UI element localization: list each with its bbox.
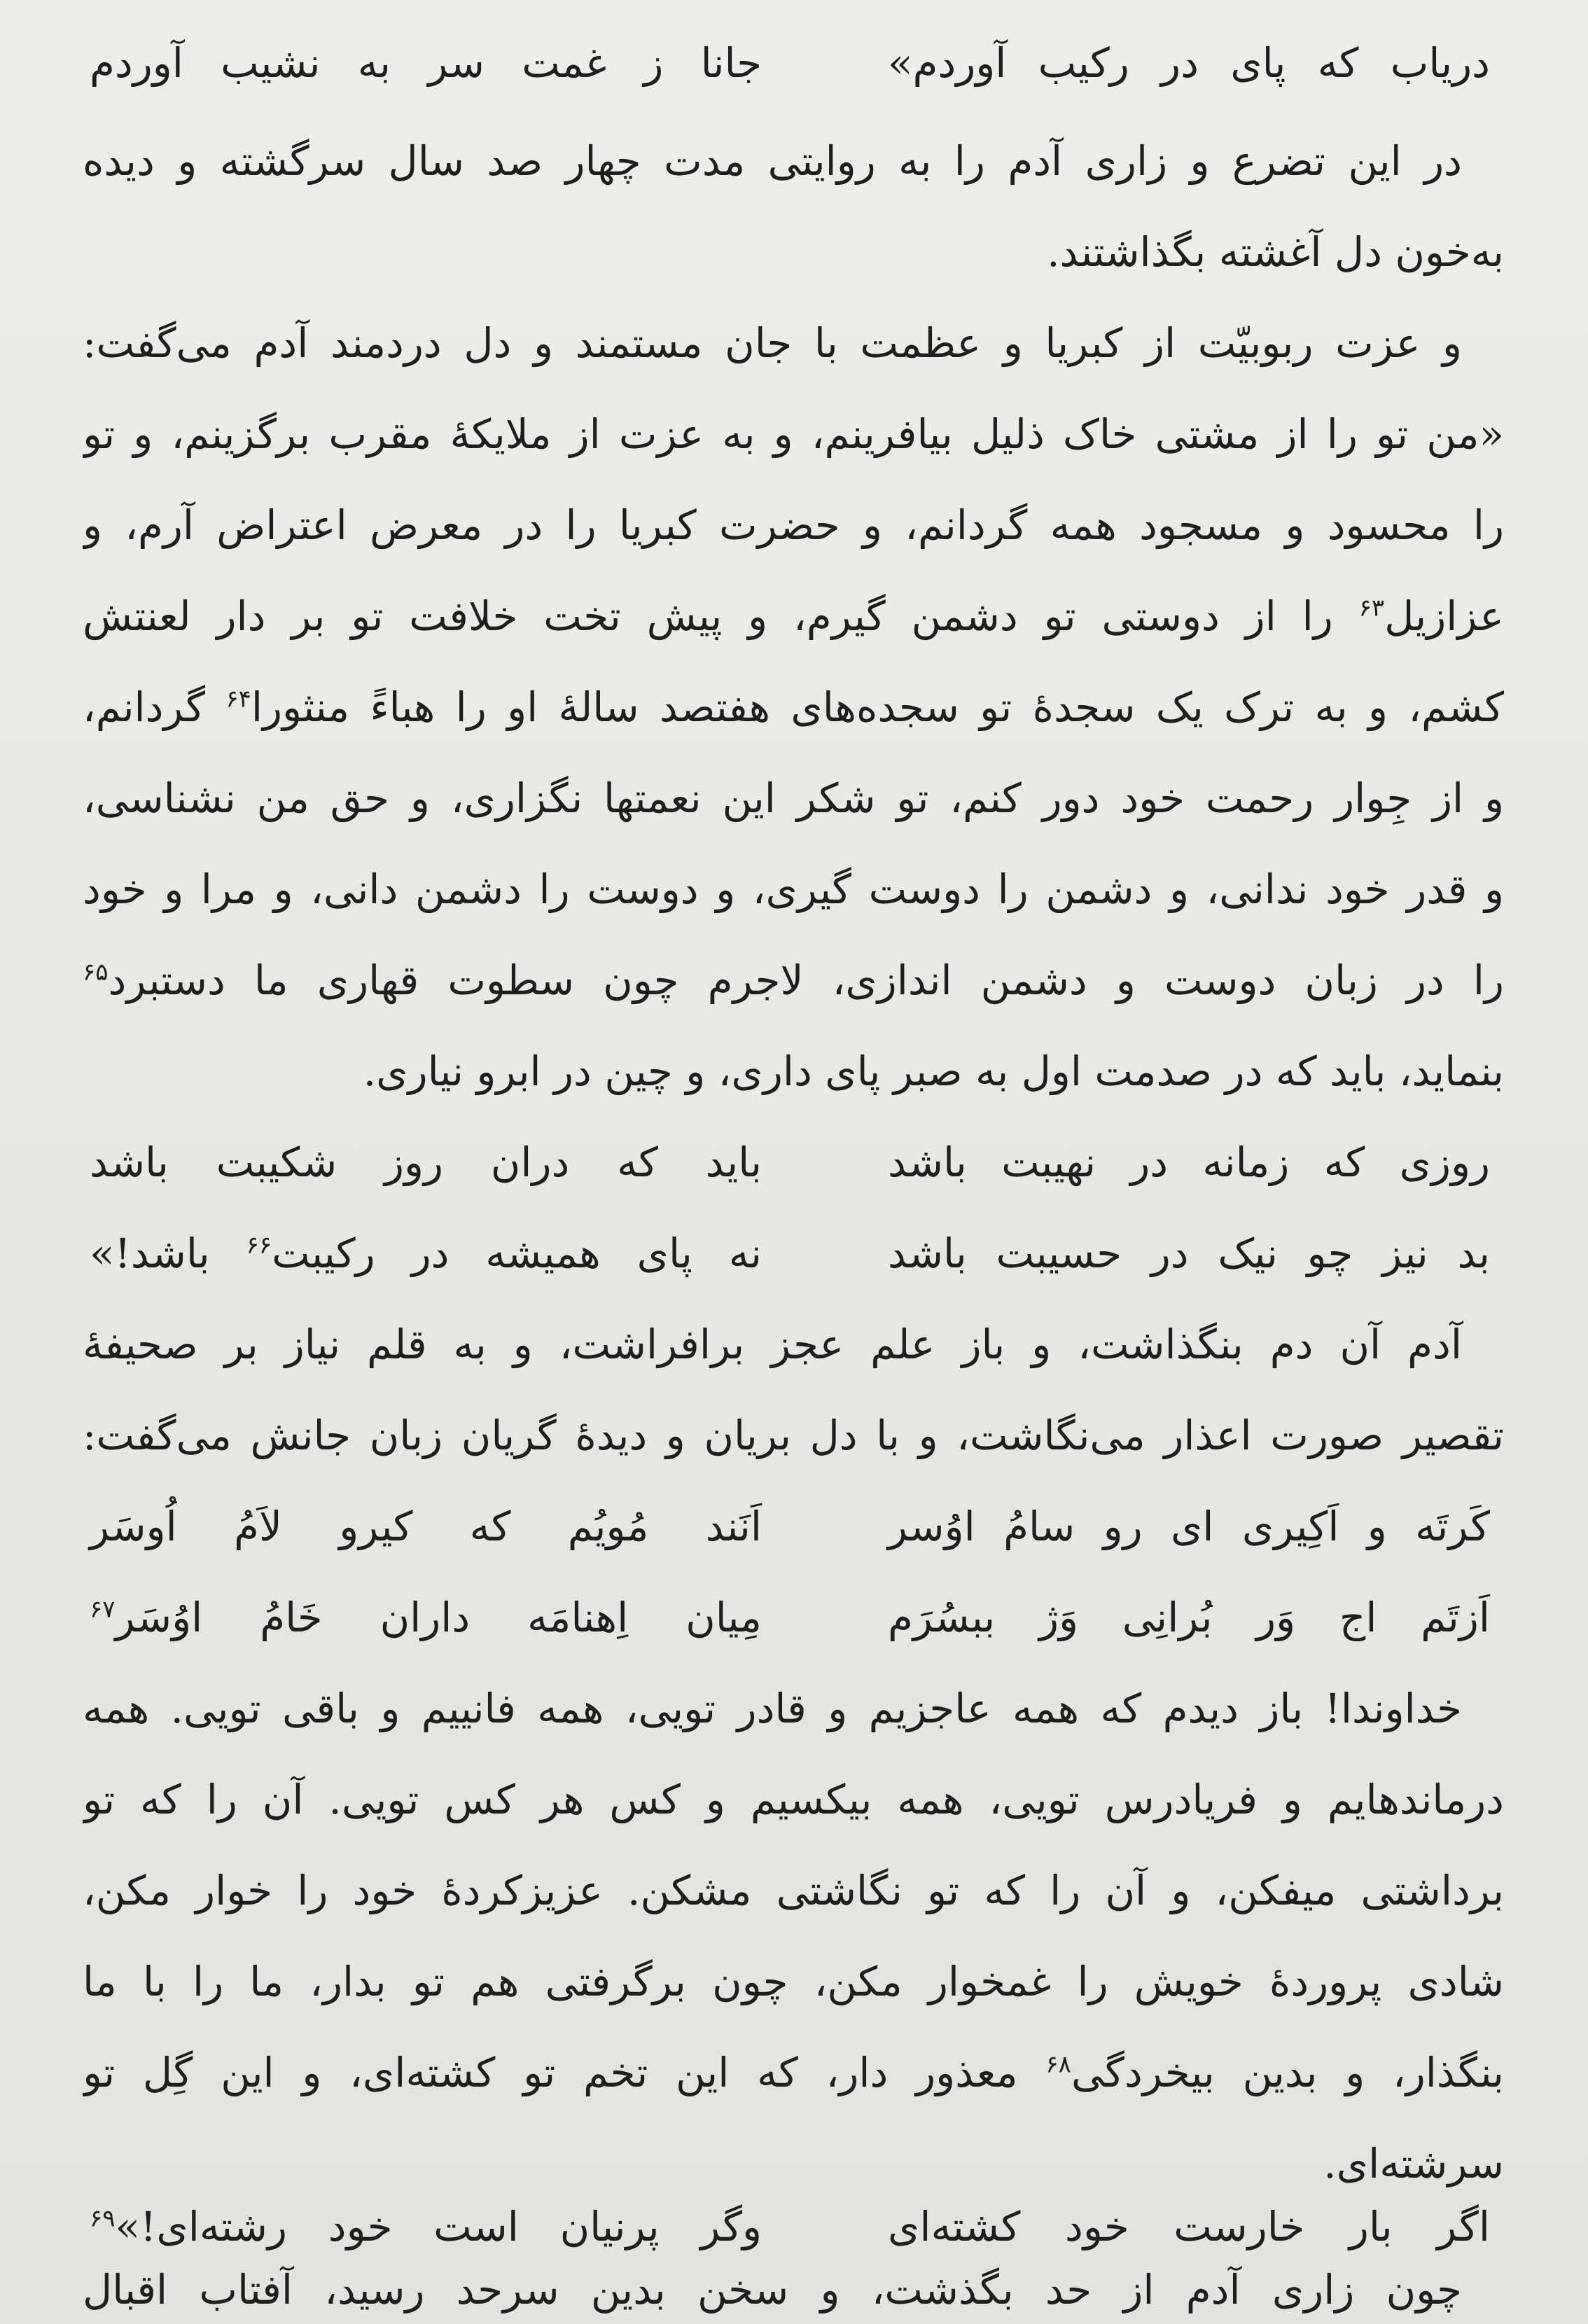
text-line: خداوندا! باز دیدم که همه عاجزیم و قادر تویی، همه فانییم و باقی تویی. همه — [83, 1685, 1462, 1732]
text-line: بنماید، باید که در صدمت اول به صبر پای داری، و چین در ابرو نیاری. — [363, 1048, 1504, 1095]
text-segment: نه پای همیشه در رکیبت — [272, 1230, 762, 1277]
text-line — [83, 574, 1504, 672]
text-line: «من تو را از مشتی خاک ذلیل بیافرینم، و به عزت از ملایکهٔ مقرب برگزینم، و تو — [83, 410, 1504, 458]
footnote-marker: ۶۸ — [1045, 2050, 1071, 2079]
text-line: برداشتی میفکن، و آن را که تو نگاشتی مشکن. عزیزکردهٔ خود را خوار مکن، — [83, 1867, 1504, 1914]
text-line — [83, 938, 1504, 1036]
verse-hemistich: کَرتَه و اَکِیری ای رو سامُ اوُسر — [888, 1503, 1490, 1550]
verse-couplet — [90, 21, 1490, 119]
text-segment: معذور دار، که این تخم تو کشته‌ای، و این گِل تو — [83, 2049, 1018, 2096]
text-line: را محسود و مسجود همه گردانم، و حضرت کبریا را در معرض اعتراض آرم، و — [83, 501, 1504, 549]
text-line: آدم آن دم بنگذاشت، و باز علم عجز برافراشت، و به قلم نیاز بر صحیفهٔ — [83, 1321, 1462, 1368]
text-line: چون زاری آدم از حد بگذشت، و سخن بدین سرحد رسید، آفتاب اقبال — [83, 2266, 1462, 2313]
verse-couplet — [90, 1120, 1490, 1218]
verse-hemistich: بد نیز چو نیک در حسیبت باشد — [888, 1230, 1490, 1277]
text-line — [83, 2031, 1504, 2129]
verse-couplet — [90, 2185, 1490, 2255]
verse-hemistich — [90, 1211, 762, 1295]
footnote-marker: ۶۴ — [225, 685, 251, 714]
text-line: و عزت ربوبیّت از کبریا و عظمت با جان مستمند و دل دردمند آدم می‌گفت: — [83, 319, 1463, 367]
text-line — [83, 665, 1504, 763]
footnote-marker: ۶۳ — [1358, 594, 1385, 622]
footnote-marker: ۶۷ — [90, 1595, 116, 1624]
text-segment: باشد!» — [90, 1230, 210, 1277]
text-segment: را از دوستی تو دشمن گیرم، و پیش تخت خلافت تو بر دار لعنتش — [83, 592, 1333, 640]
text-line: و از جِوار رحمت خود دور کنم، تو شکر این نعمتها نگزاری، و حق من نشناسی، — [83, 774, 1504, 822]
text-segment: کشم، و به ترک یک سجدهٔ تو سجده‌های هفتصد سالهٔ او را هباءً منثورا — [251, 683, 1504, 731]
footnote-marker: ۶۵ — [83, 958, 109, 987]
text-line: در این تضرع و زاری آدم را به روایتی مدت چهار صد سال سرگشته و دیده — [83, 137, 1462, 185]
text-line: تقصیر صورت اعذار می‌نگاشت، و با دل بریان و دیدهٔ گریان زبان جانش می‌گفت: — [83, 1412, 1504, 1459]
verse-hemistich: دریاب که پای در رکیب آوردم» — [888, 39, 1490, 87]
text-line: و قدر خود ندانی، و دشمن را دوست گیری، و دوست را دشمن دانی، و مرا و خود — [83, 865, 1504, 913]
text-segment: عزازیل — [1384, 592, 1504, 640]
verse-couplet — [90, 1211, 1490, 1309]
text-segment: وگر پرنیان است خود رشته‌ای!» — [115, 2203, 762, 2250]
text-segment: را در زبان دوست و دشمن اندازی، لاجرم چون سطوت قهاری ما دستبرد — [108, 956, 1504, 1004]
text-line: شادی پروردهٔ خویش را غمخوار مکن، چون برگرفتی هم تو بدار، ما را با ما — [83, 1958, 1504, 2005]
text-segment: بنگذار، و بدین بیخردگی — [1071, 2049, 1504, 2096]
verse-hemistich: اَزتَم اج وَر بُرانِی وَژ ببسُرَم — [888, 1594, 1490, 1641]
text-segment: گردانم، — [83, 683, 206, 731]
verse-couplet — [90, 1484, 1490, 1582]
verse-hemistich: جانا ز غمت سر به نشیب آوردم — [90, 39, 762, 87]
text-segment: مِیان اِهنامَه داران خَامُ اوُسَر — [115, 1594, 762, 1641]
verse-hemistich: اَنَند مُویُم که کیرو لاَمُ اُوسَر — [90, 1503, 762, 1550]
verse-hemistich: روزی که زمانه در نهیبت باشد — [888, 1139, 1490, 1186]
footnote-marker: ۶۹ — [90, 2204, 116, 2233]
verse-hemistich — [90, 1575, 762, 1659]
text-line: سرشته‌ای. — [1323, 2140, 1504, 2187]
footnote-marker: ۶۶ — [246, 1231, 272, 1260]
text-line: به‌خون دل آغشته بگذاشتند. — [1047, 228, 1504, 276]
verse-hemistich: اگر بار خارست خود کشته‌ای — [888, 2203, 1490, 2250]
text-line: درماندهایم و فریادرس تویی، همه بیکسیم و کس هر کس تویی. آن را که تو — [83, 1776, 1504, 1823]
verse-hemistich: باید که دران روز شکیبت باشد — [90, 1139, 762, 1186]
verse-couplet — [90, 1575, 1490, 1674]
